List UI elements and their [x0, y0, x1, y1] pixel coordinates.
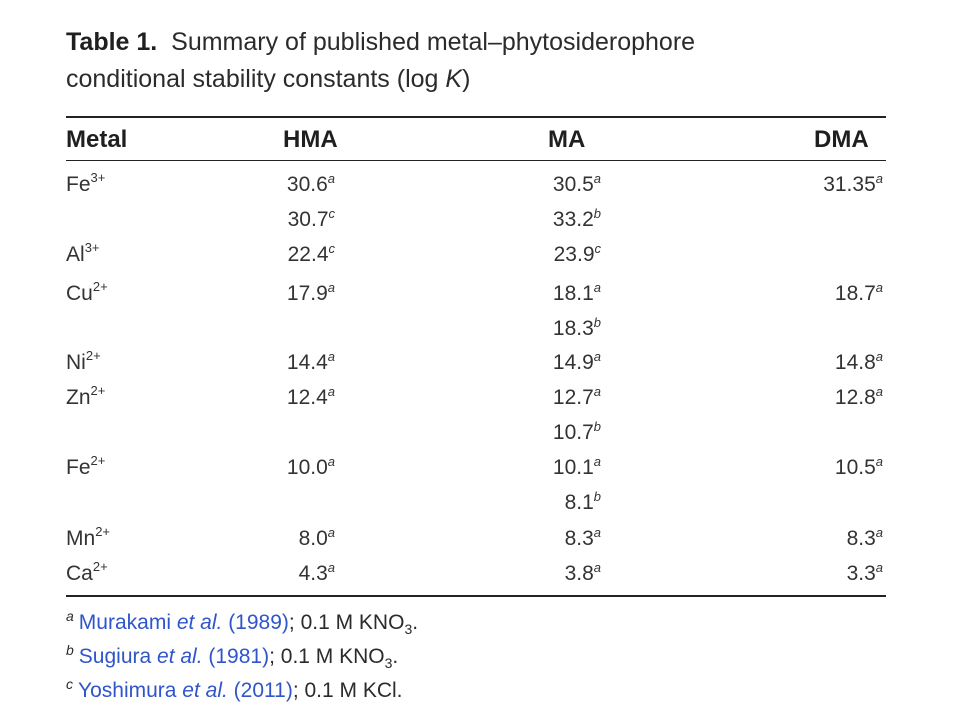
footnote-ref: c [594, 241, 601, 256]
metal-charge: 2+ [90, 383, 106, 398]
header-rule [66, 160, 886, 161]
hma-value: 22.4 [287, 243, 329, 266]
hma-value-cell [299, 561, 335, 587]
ma-value-cell [553, 420, 601, 446]
citation-author: Yoshimura [78, 679, 183, 702]
dma-value-cell [847, 561, 883, 587]
footnote-mark: a [66, 608, 74, 624]
metal-symbol: Fe [66, 456, 91, 479]
footnotes [66, 606, 418, 708]
ma-value: 18.3 [552, 317, 594, 340]
citation-link[interactable] [79, 645, 269, 668]
footnote-ref: a [875, 525, 883, 540]
caption-text-2: conditional stability constants (log [66, 65, 446, 93]
ma-value-cell [553, 455, 601, 481]
metal-charge: 2+ [95, 524, 111, 539]
hma-value: 30.7 [287, 208, 329, 231]
footnote-ref: b [593, 419, 601, 434]
footnote-ref: a [875, 280, 883, 295]
ma-value-cell [565, 561, 601, 587]
citation-year: (2011) [227, 679, 293, 702]
hma-value-cell [299, 526, 335, 552]
dma-value: 8.3 [846, 527, 876, 550]
ma-value: 12.7 [552, 386, 594, 409]
dma-value: 14.8 [834, 351, 876, 374]
footnote-line [66, 606, 418, 640]
dma-value: 10.5 [834, 456, 876, 479]
dma-value-cell [847, 526, 883, 552]
footnote-ref: a [593, 454, 601, 469]
ma-value-cell [553, 207, 601, 233]
ma-value-cell [553, 172, 601, 198]
caption-line-2 [66, 61, 906, 98]
metal-symbol: Ni [66, 351, 86, 374]
metal-charge: 3+ [90, 170, 106, 185]
footnote-ref: b [593, 489, 601, 504]
metal-charge: 3+ [84, 240, 100, 255]
hma-value-cell [287, 385, 335, 411]
hma-value: 4.3 [298, 562, 328, 585]
metal-symbol: Fe [66, 173, 91, 196]
hma-value: 17.9 [286, 282, 328, 305]
footnote-ref: a [875, 171, 883, 186]
footnote-ref: a [593, 384, 601, 399]
metal-charge: 2+ [92, 279, 108, 294]
footnote-line [66, 640, 418, 674]
footnote-ref: a [875, 560, 883, 575]
dma-value-cell [823, 172, 883, 198]
hma-value-cell [288, 242, 335, 268]
footnote-ref: c [328, 241, 335, 256]
hma-value-cell [287, 350, 335, 376]
metal-cell [66, 350, 101, 376]
ma-value-cell [553, 316, 601, 342]
hma-value: 14.4 [286, 351, 328, 374]
footnote-ref: a [327, 280, 335, 295]
caption-text-1: Summary of published metal–phytosiderophore [171, 28, 696, 56]
hma-value-cell [287, 455, 335, 481]
footnote-ref: a [875, 349, 883, 364]
header-hma: HMA [283, 126, 338, 153]
footnote-ref: b [593, 315, 601, 330]
caption-text-2-end: ) [462, 65, 471, 93]
metal-cell [66, 172, 105, 198]
ma-value: 10.1 [552, 456, 594, 479]
footnote-line [66, 674, 418, 708]
footnote-ref: b [593, 206, 601, 221]
ma-value: 10.7 [552, 421, 594, 444]
metal-cell [66, 455, 105, 481]
subscript: 3 [384, 655, 393, 672]
metal-symbol: Mn [66, 527, 96, 550]
dma-value: 18.7 [834, 282, 876, 305]
footnote-ref: c [328, 206, 335, 221]
hma-value: 12.4 [286, 386, 328, 409]
footnote-mark: c [66, 676, 73, 692]
footnote-ref: a [875, 454, 883, 469]
table-label: Table 1. [66, 28, 158, 56]
footnote-ref: a [593, 525, 601, 540]
footnote-mark: b [66, 642, 74, 658]
metal-symbol: Ca [66, 562, 93, 585]
footnote-ref: a [327, 384, 335, 399]
metal-cell [66, 526, 110, 552]
subscript: 3 [404, 621, 413, 638]
ma-value: 8.1 [564, 491, 594, 514]
ma-value: 14.9 [552, 351, 594, 374]
footnote-ref: a [327, 560, 335, 575]
metal-symbol: Zn [66, 386, 91, 409]
metal-cell [66, 561, 108, 587]
dma-value-cell [835, 350, 883, 376]
ma-value-cell [553, 281, 601, 307]
citation-year: (1989) [222, 611, 289, 634]
footnote-end: . [392, 645, 399, 668]
footnote-ref: a [327, 349, 335, 364]
footnote-conditions: ; 0.1 M KNO [269, 645, 385, 668]
footnote-ref: a [327, 525, 335, 540]
footnote-ref: a [327, 171, 335, 186]
citation-year: (1981) [202, 645, 270, 668]
dma-value: 3.3 [846, 562, 876, 585]
metal-cell [66, 281, 108, 307]
metal-symbol: Cu [66, 282, 93, 305]
table-caption [66, 24, 906, 98]
ma-value: 30.5 [552, 173, 594, 196]
dma-value-cell [835, 455, 883, 481]
header-metal: Metal [66, 126, 128, 153]
header-ma: MA [548, 126, 586, 153]
ma-value-cell [553, 385, 601, 411]
hma-value-cell [287, 281, 335, 307]
hma-value: 30.6 [286, 173, 328, 196]
ma-value-cell [565, 526, 601, 552]
top-rule [66, 116, 886, 118]
caption-k: K [445, 65, 463, 93]
citation-author: Sugiura [78, 645, 158, 668]
dma-value: 12.8 [834, 386, 876, 409]
footnote-conditions: ; 0.1 M KCl. [292, 679, 403, 702]
footnote-ref: a [593, 280, 601, 295]
metal-symbol: Al [66, 243, 85, 266]
hma-value-cell [287, 172, 335, 198]
dma-value: 31.35 [823, 173, 876, 196]
bottom-rule [66, 595, 886, 597]
footnote-ref: a [593, 560, 601, 575]
citation-etal: et al. [176, 611, 223, 634]
metal-charge: 2+ [90, 453, 106, 468]
hma-value-cell [288, 207, 335, 233]
ma-value: 18.1 [552, 282, 594, 305]
dma-value-cell [835, 281, 883, 307]
metal-charge: 2+ [92, 559, 108, 574]
footnote-end: . [412, 611, 419, 634]
header-dma: DMA [814, 126, 869, 153]
ma-value-cell [553, 350, 601, 376]
footnote-ref: a [875, 384, 883, 399]
ma-value: 23.9 [553, 243, 595, 266]
ma-value: 3.8 [564, 562, 594, 585]
footnote-ref: a [593, 171, 601, 186]
metal-charge: 2+ [85, 348, 101, 363]
footnote-ref: a [327, 454, 335, 469]
citation-link[interactable] [79, 611, 289, 634]
ma-value-cell [554, 242, 601, 268]
ma-value-cell [565, 490, 601, 516]
footnote-ref: a [593, 349, 601, 364]
dma-value-cell [835, 385, 883, 411]
ma-value: 8.3 [564, 527, 594, 550]
footnote-conditions: ; 0.1 M KNO [288, 611, 405, 634]
citation-link[interactable] [78, 679, 293, 702]
citation-etal: et al. [157, 645, 203, 668]
citation-etal: et al. [182, 679, 228, 702]
metal-cell [66, 385, 105, 411]
hma-value: 8.0 [298, 527, 328, 550]
ma-value: 33.2 [552, 208, 594, 231]
hma-value: 10.0 [286, 456, 328, 479]
citation-author: Murakami [78, 611, 177, 634]
caption-line-1 [66, 24, 906, 61]
metal-cell [66, 242, 100, 268]
